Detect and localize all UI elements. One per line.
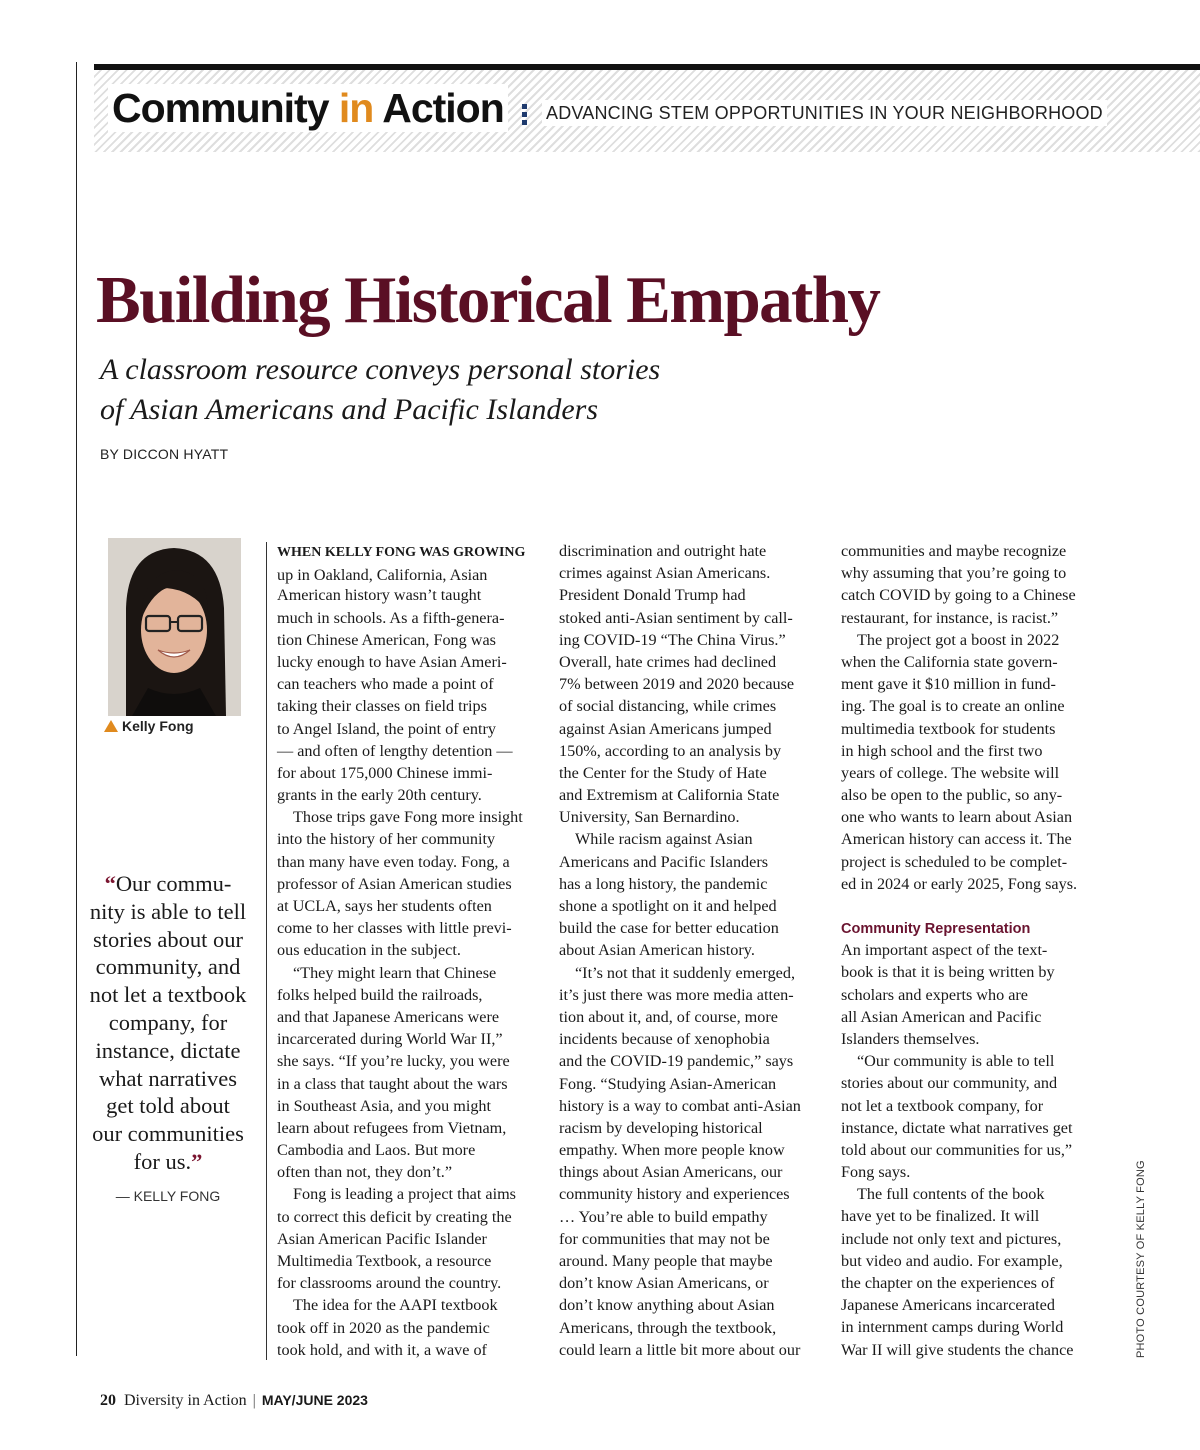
body-text-line: about Asian American history. bbox=[559, 941, 755, 960]
body-text-line: professor of Asian American studies bbox=[277, 874, 512, 893]
body-text-line: incarcerated during World War II,” bbox=[277, 1030, 503, 1049]
section-title bbox=[108, 84, 508, 132]
body-text-line: Fong. “Studying Asian-American bbox=[559, 1074, 777, 1093]
body-text-line: than many have even today. Fong, a bbox=[277, 852, 510, 871]
body-text-line: shone a spotlight on it and helped bbox=[559, 897, 777, 915]
page-footer bbox=[100, 1392, 368, 1410]
body-text-line: the chapter on the experiences of bbox=[841, 1274, 1055, 1292]
body-text-line: Overall, hate crimes had declined bbox=[559, 652, 777, 671]
body-text-line: 7% between 2019 and 2020 because bbox=[559, 675, 795, 694]
quote-open-mark: “ bbox=[104, 871, 116, 896]
body-text-line: folks helped build the railroads, bbox=[277, 985, 483, 1004]
body-text-line: come to her classes with little previ- bbox=[277, 919, 512, 938]
body-text-line: The project got a boost in 2022 bbox=[857, 630, 1060, 649]
pull-quote-line: for us. bbox=[133, 1148, 192, 1174]
body-text-line: Fong is leading a project that aims bbox=[293, 1185, 516, 1204]
pull-quote-line: get told about bbox=[106, 1093, 230, 1119]
article-headline: Building Historical Empathy bbox=[96, 263, 880, 337]
body-text-line: for about 175,000 Chinese immi- bbox=[277, 763, 493, 782]
body-text-line: to Angel Island, the point of entry bbox=[277, 719, 496, 738]
article-deck bbox=[100, 350, 820, 430]
body-text-line: The idea for the AAPI textbook bbox=[293, 1296, 498, 1315]
body-text-line: often than not, they don’t.” bbox=[277, 1163, 453, 1182]
body-text-line: in a class that taught about the wars bbox=[277, 1074, 508, 1093]
body-text-line: American history wasn’t taught bbox=[277, 586, 482, 605]
body-text-line: told about our communities for us,” bbox=[841, 1140, 1073, 1159]
publication-name: Diversity in Action bbox=[124, 1392, 247, 1409]
body-text-line: things about Asian Americans, our bbox=[559, 1163, 783, 1182]
body-text-line: and that Japanese Americans were bbox=[277, 1007, 500, 1026]
body-text-line: book is that it is being written by bbox=[841, 963, 1055, 982]
body-text-line: catch COVID by going to a Chinese bbox=[841, 586, 1076, 605]
body-text-line: — and often of lengthy detention — bbox=[277, 741, 513, 760]
body-text-line: “It’s not that it suddenly emerged, bbox=[575, 963, 795, 982]
body-text-line: multimedia textbook for students bbox=[841, 719, 1056, 738]
body-text-line: crimes against Asian Americans. bbox=[559, 564, 771, 583]
body-text-line: discrimination and outright hate bbox=[559, 542, 767, 560]
section-title-in: in bbox=[338, 85, 374, 131]
pull-quote-line: stories about our bbox=[93, 926, 243, 952]
body-text-line: took hold, and with it, a wave of bbox=[277, 1340, 487, 1359]
body-text-line: Islanders themselves. bbox=[841, 1029, 980, 1048]
body-text-line: to correct this deficit by creating the bbox=[277, 1207, 512, 1226]
body-text-line: scholars and experts who are bbox=[841, 985, 1028, 1004]
body-text-line: American history can access it. The bbox=[841, 830, 1072, 849]
body-text-line: ing. The goal is to create an online bbox=[841, 697, 1065, 716]
body-text-line: don’t know Asian Americans, or bbox=[559, 1274, 769, 1293]
pull-quote-line: what narratives bbox=[98, 1065, 238, 1091]
body-text-line: it’s just there was more media atten- bbox=[559, 985, 794, 1004]
body-text-line: years of college. The website will bbox=[841, 763, 1060, 782]
pull-quote-line: community, and bbox=[95, 954, 241, 980]
body-text-line: ed in 2024 or early 2025, Fong says. bbox=[841, 874, 1078, 893]
body-text-line: instance, dictate what narratives get bbox=[841, 1118, 1073, 1137]
body-text-line: War II will give students the chance bbox=[841, 1340, 1074, 1359]
body-text-line: Fong says. bbox=[841, 1163, 911, 1182]
body-text-line: empathy. When more people know bbox=[559, 1141, 785, 1160]
portrait-photo bbox=[108, 538, 241, 716]
body-text-line: took off in 2020 as the pandemic bbox=[277, 1318, 490, 1337]
body-text-line: can teachers who made a point of bbox=[277, 675, 494, 694]
body-text-line: much in schools. As a fifth-genera- bbox=[277, 608, 505, 627]
footer-separator: | bbox=[252, 1392, 256, 1409]
section-subtitle: ADVANCING STEM OPPORTUNITIES IN YOUR NEIGHBORHOOD bbox=[542, 100, 1107, 126]
body-text-line: While racism against Asian bbox=[575, 830, 753, 849]
section-title-part1: Community bbox=[112, 85, 329, 131]
body-text-line: when the California state govern- bbox=[841, 652, 1058, 671]
body-text-line: grants in the early 20th century. bbox=[277, 786, 482, 805]
body-text-line: include not only text and pictures, bbox=[841, 1229, 1062, 1248]
body-text-line: University, San Bernardino. bbox=[559, 808, 740, 827]
body-text-line: history is a way to combat anti-Asian bbox=[559, 1096, 801, 1115]
body-text-line: taking their classes on field trips bbox=[277, 697, 487, 716]
paragraph-gap bbox=[841, 895, 1103, 917]
body-column-1 bbox=[277, 540, 539, 1361]
pull-quote-line: not let a textbook bbox=[89, 982, 247, 1008]
body-text-line: has a long history, the pandemic bbox=[559, 874, 768, 893]
body-text-line: against Asian Americans jumped bbox=[559, 719, 772, 738]
body-text-line: communities and maybe recognize bbox=[841, 542, 1067, 560]
body-text-line: in internment camps during World bbox=[841, 1318, 1064, 1337]
body-text-line: at UCLA, says her students often bbox=[277, 897, 492, 916]
body-text-line: build the case for better education bbox=[559, 919, 779, 938]
body-text-line: An important aspect of the text- bbox=[841, 941, 1048, 960]
body-text-line: ing COVID-19 “The China Virus.” bbox=[559, 630, 786, 649]
body-text-line: stoked anti-Asian sentiment by call- bbox=[559, 608, 793, 627]
body-text-line: of social distancing, while crimes bbox=[559, 697, 777, 716]
section-subhead: Community Representation bbox=[841, 921, 1031, 937]
body-text-line: but video and audio. For example, bbox=[841, 1251, 1063, 1270]
photo-caption bbox=[104, 718, 194, 734]
body-text-line: stories about our community, and bbox=[841, 1074, 1058, 1093]
body-text-line: she says. “If you’re lucky, you were bbox=[277, 1052, 510, 1071]
photo-caption-text: Kelly Fong bbox=[122, 718, 194, 734]
body-text-line: … You’re able to build empathy bbox=[559, 1207, 768, 1226]
pull-quote-line: instance, dictate bbox=[95, 1037, 241, 1063]
body-text-line: Americans and Pacific Islanders bbox=[559, 852, 769, 871]
body-text-line: incidents because of xenophobia bbox=[559, 1030, 770, 1049]
body-text-line: have yet to be finalized. It will bbox=[841, 1207, 1040, 1226]
body-text-line: 150%, according to an analysis by bbox=[559, 741, 782, 760]
body-text-line: learn about refugees from Vietnam, bbox=[277, 1118, 507, 1137]
deck-line: A classroom resource conveys personal stories bbox=[100, 353, 661, 386]
body-text-span: up in Oakland, California, Asian bbox=[277, 566, 488, 585]
body-text-line: the Center for the Study of Hate bbox=[559, 763, 767, 782]
body-text-line: don’t know anything about Asian bbox=[559, 1296, 775, 1315]
masthead bbox=[94, 64, 1200, 152]
body-text-line: and the COVID-19 pandemic,” says bbox=[559, 1052, 794, 1071]
body-text-line: all Asian American and Pacific bbox=[841, 1007, 1042, 1026]
body-text-line: one who wants to learn about Asian bbox=[841, 808, 1073, 827]
pull-quote bbox=[82, 870, 254, 1176]
section-title-part2: Action bbox=[382, 85, 504, 131]
body-text-line: ous education in the subject. bbox=[277, 941, 461, 960]
body-text-line: for communities that may not be bbox=[559, 1229, 770, 1248]
quote-close-mark: ” bbox=[191, 1148, 203, 1174]
body-text-line: Multimedia Textbook, a resource bbox=[277, 1252, 492, 1271]
body-text-line: tion about it, and, of course, more bbox=[559, 1007, 778, 1026]
caption-triangle-icon bbox=[104, 720, 118, 732]
body-column-2 bbox=[559, 540, 821, 1361]
body-text-line: project is scheduled to be complet- bbox=[841, 852, 1068, 871]
body-text-line: not let a textbook company, for bbox=[841, 1096, 1044, 1115]
body-text-line: and Extremism at California State bbox=[559, 786, 780, 805]
body-text-line: in high school and the first two bbox=[841, 741, 1043, 760]
body-text-line: why assuming that you’re going to bbox=[841, 564, 1067, 583]
left-margin-rule bbox=[76, 62, 77, 1356]
body-text-line: in Southeast Asia, and you might bbox=[277, 1096, 492, 1115]
pull-quote-line: our communities bbox=[92, 1121, 244, 1147]
body-text-line: Those trips gave Fong more insight bbox=[293, 808, 523, 827]
body-column-3 bbox=[841, 540, 1103, 1361]
column-rule bbox=[266, 542, 267, 1360]
pull-quote-line: company, for bbox=[108, 1009, 228, 1035]
body-text-line: ment gave it $10 million in fund- bbox=[841, 675, 1056, 694]
pull-quote-attribution: — KELLY FONG bbox=[115, 1188, 221, 1204]
body-text-line: restaurant, for instance, is racist.” bbox=[841, 608, 1059, 627]
body-text-line: Japanese Americans incarcerated bbox=[841, 1296, 1055, 1315]
body-text-line: Cambodia and Laos. But more bbox=[277, 1141, 476, 1160]
deck-line: of Asian Americans and Pacific Islanders bbox=[100, 393, 599, 426]
body-text-line: community history and experiences bbox=[559, 1185, 790, 1204]
body-text-line: Americans, through the textbook, bbox=[559, 1318, 777, 1337]
body-text-line: also be open to the public, so any- bbox=[841, 786, 1063, 805]
page-number: 20 bbox=[100, 1392, 116, 1409]
body-text-line: The full contents of the book bbox=[857, 1185, 1045, 1204]
body-text-line: Asian American Pacific Islander bbox=[277, 1229, 487, 1248]
body-text-line: racism by developing historical bbox=[559, 1118, 763, 1137]
body-text-line: lucky enough to have Asian Ameri- bbox=[277, 652, 507, 671]
byline: BY DICCON HYATT bbox=[100, 446, 229, 462]
portrait-illustration bbox=[108, 538, 241, 716]
masthead-dots-divider bbox=[522, 104, 528, 132]
body-text-line: into the history of her community bbox=[277, 830, 496, 849]
issue-date: MAY/JUNE 2023 bbox=[261, 1392, 368, 1408]
body-text-line: around. Many people that maybe bbox=[559, 1252, 773, 1270]
body-text-line: tion Chinese American, Fong was bbox=[277, 630, 496, 649]
body-text-line: President Donald Trump had bbox=[559, 586, 746, 605]
body-text-line: “Our community is able to tell bbox=[857, 1052, 1055, 1071]
body-text-line: “They might learn that Chinese bbox=[293, 963, 497, 982]
pull-quote-line: nity is able to tell bbox=[89, 898, 247, 924]
body-text-line: could learn a little bit more about our bbox=[559, 1340, 801, 1359]
photo-credit: PHOTO COURTESY OF KELLY FONG bbox=[1135, 1160, 1147, 1358]
body-text-line bbox=[277, 540, 539, 584]
pull-quote-line: Our commu- bbox=[115, 871, 232, 896]
lead-in-smallcaps: WHEN KELLY FONG WAS GROWING bbox=[277, 545, 526, 560]
body-text-line: for classrooms around the country. bbox=[277, 1274, 502, 1293]
